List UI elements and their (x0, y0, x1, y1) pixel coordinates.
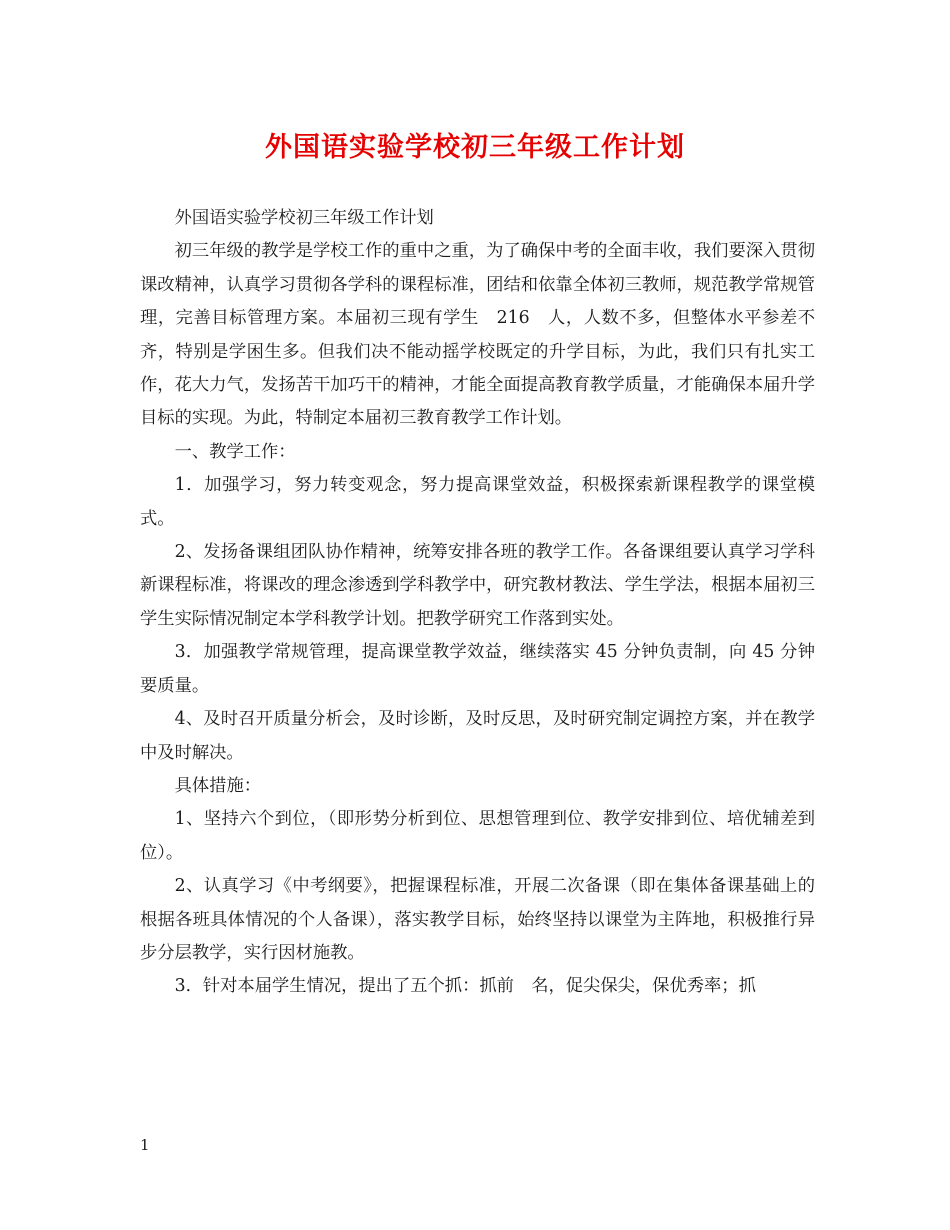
section-heading-measures: 具体措施： (174, 775, 262, 796)
paragraph-measure-1: 1、坚持六个到位，（即形势分析到位、思想管理到位、教学安排到位、培优辅差到位）。 (140, 809, 815, 863)
paragraph-item-1: 1．加强学习，努力转变观念，努力提高课堂效益，积极探索新课程教学的课堂模式。 (140, 475, 815, 529)
paragraph-measure-3: 3．针对本届学生情况，提出了五个抓：抓前 名，促尖保尖，保优秀率；抓 (174, 976, 756, 997)
paragraph-item-3: 3．加强教学常规管理，提高课堂教学效益，继续落实 45 分钟负责制，向 45 分钟要质量。 (140, 642, 815, 696)
document-body (140, 202, 815, 1004)
paragraph-subtitle: 外国语实验学校初三年级工作计划 (174, 208, 434, 228)
section-heading-teaching-work: 一、教学工作： (174, 441, 296, 462)
paragraph-intro: 初三年级的教学是学校工作的重中之重，为了确保中考的全面丰收，我们要深入贯彻课改精神，认真学习贯彻各学科的课程标准，团结和依靠全体初三教师，规范教学常规管理，完善目标管理方案。本届初三现有学生 216 人，人数不多，但整体水平参差不齐，特别是学困生多。但我们决不能动摇学校既定的升学目标，为此，我们只有扎实工作，花大力气，发扬苦干加巧干的精神，才能全面提高教育教学质量，才能确保本届升学目标的实现。为此，特制定本届初三教育教学工作计划。 (140, 241, 815, 429)
paragraph-measure-2: 2、认真学习《中考纲要》，把握课程标准，开展二次备课（即在集体备课基础上的根据各班具体情况的个人备课），落实教学目标，始终坚持以课堂为主阵地，积极推行异步分层教学，实行因材施教。 (140, 876, 815, 963)
page-number: 1 (140, 1136, 150, 1154)
paragraph-item-2: 2、发扬备课组团队协作精神，统筹安排各班的教学工作。各备课组要认真学习学科新课程标准，将课改的理念渗透到学科教学中，研究教材教法、学生学法，根据本届初三学生实际情况制定本学科教学计划。把教学研究工作落到实处。 (140, 542, 815, 629)
paragraph-item-4: 4、及时召开质量分析会，及时诊断，及时反思，及时研究制定调控方案，并在教学中及时解决。 (140, 709, 815, 763)
document-title: 外国语实验学校初三年级工作计划 (265, 132, 685, 163)
